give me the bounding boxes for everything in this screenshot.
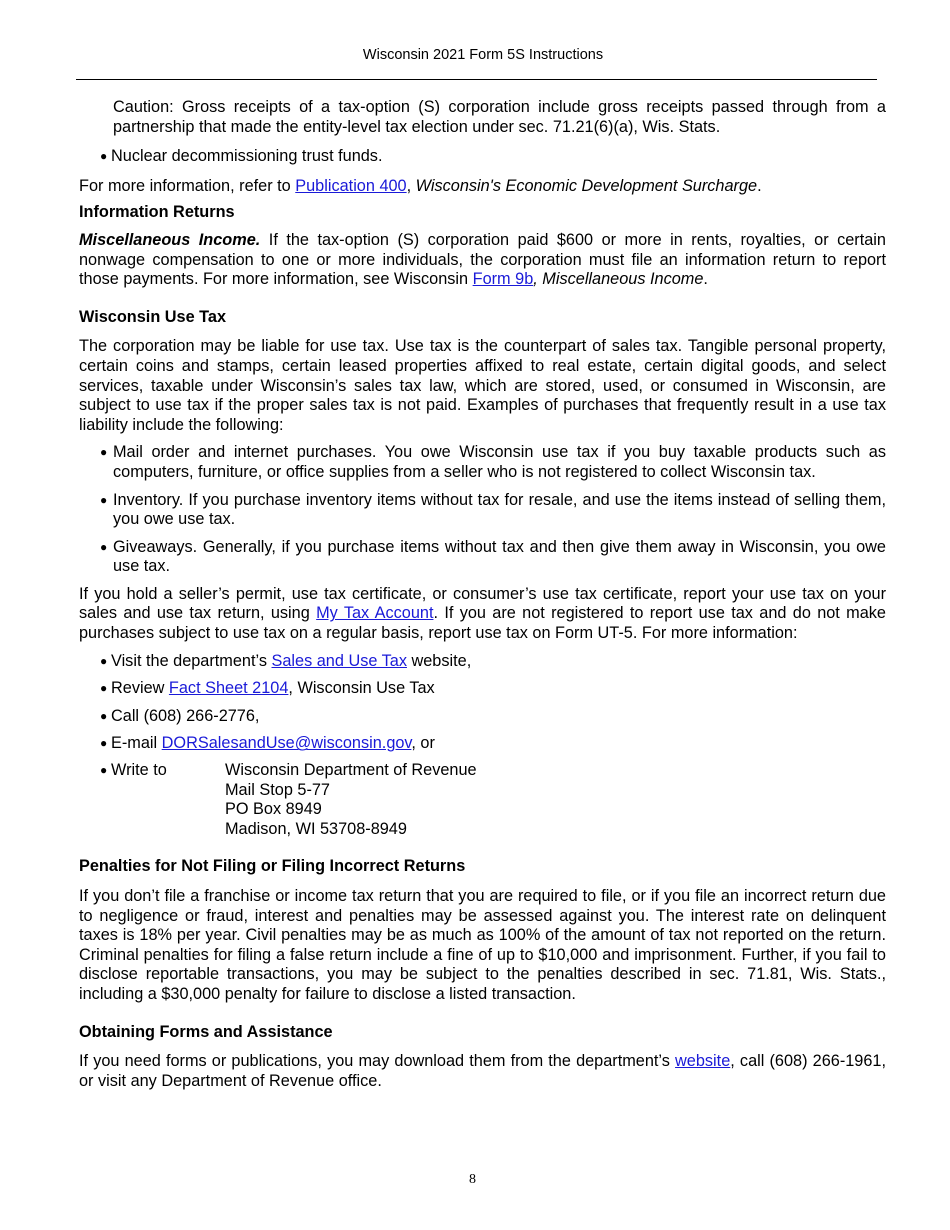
bullet-icon: ● — [100, 539, 108, 554]
use-tax-intro: The corporation may be liable for use tax. Use tax is the counterpart of sales tax. Tangible personal property, certain coins and stamps, certain leased properties affixed to real estate, certain digital goods, and select services, taxable under Wisconsin’s sales tax law, which are stored, used, or consumed in Wisconsin, are subject to use tax if the proper sales tax is not paid. Examples of purchases that frequently result in a use tax liability include the following: — [79, 337, 886, 434]
list-item: ● Visit the department’s Sales and Use Tax website, — [100, 651, 472, 670]
penalties-paragraph: If you don’t file a franchise or income tax return that you are required to file, or if you file an incorrect return due to negligence or fraud, interest and penalties may be assessed against you. The interest rate on delinquent taxes is 18% per year. Civil penalties may be as much as 100% of the amount of tax not reported on the return. Criminal penalties for filing a false return include a fine of up to $10,000 and imprisonment. Further, if you fail to disclose reportable transactions, you may be subject to the penalties described in sec. 71.81, Wis. Stats., including a $30,000 penalty for failure to disclose a listed transaction. — [79, 887, 886, 1003]
publication-400-link[interactable]: Publication 400 — [295, 176, 407, 195]
website-link[interactable]: website — [675, 1052, 731, 1071]
header-divider — [76, 79, 877, 80]
miscellaneous-income-paragraph: Miscellaneous Income. If the tax-option (S) corporation paid $600 or more in rents, royalties, or certain nonwage compensation to one or more individuals, the corporation must file an information return to report those payments. For more information, see Wisconsin Form 9b, Miscellaneous Income. — [79, 230, 886, 289]
list-item: ● E-mail DORSalesandUse@wisconsin.gov, or — [100, 734, 435, 753]
list-item: ● Call (608) 266-2776, — [100, 706, 260, 725]
fact-sheet-2104-link[interactable]: Fact Sheet 2104 — [168, 679, 289, 698]
mailing-address: Write to Wisconsin Department of Revenue Mail Stop 5-77 PO Box 8949 Madison, WI 53708-8949 — [111, 761, 477, 838]
bullet-icon: ● — [100, 708, 108, 723]
bullet-icon: ● — [100, 445, 108, 460]
bullet-icon: ● — [100, 149, 108, 164]
form-9b-link[interactable]: Form 9b — [472, 270, 534, 289]
list-item: ● Inventory. If you purchase inventory items without tax for resale, and use the items instead of selling them, you owe use tax. — [100, 490, 886, 529]
obtaining-forms-heading: Obtaining Forms and Assistance — [79, 1022, 333, 1041]
information-returns-heading: Information Returns — [79, 203, 235, 222]
address-line: PO Box 8949 — [225, 800, 322, 819]
bullet-icon: ● — [100, 492, 108, 507]
bullet-icon: ● — [100, 736, 108, 751]
address-line: Madison, WI 53708-8949 — [225, 819, 407, 838]
bullet-icon: ● — [100, 681, 108, 696]
bullet-icon: ● — [100, 653, 108, 668]
page-content — [79, 98, 886, 1091]
address-line: Mail Stop 5-77 — [225, 780, 330, 799]
my-tax-account-link[interactable]: My Tax Account — [316, 604, 434, 623]
page-number: 8 — [469, 1172, 476, 1187]
list-item: ● Mail order and internet purchases. You owe Wisconsin use tax if you buy taxable products such as computers, furniture, or office supplies from a seller who is not registered to collect Wisconsin tax. — [100, 443, 886, 481]
page-header: Wisconsin 2021 Form 5S Instructions — [362, 47, 604, 63]
caution-paragraph: Caution: Gross receipts of a tax-option (S) corporation include gross receipts passed through from a partnership that made the entity-level tax election under sec. 71.21(6)(a), Wis. Stats. — [113, 98, 886, 136]
email-link[interactable]: DORSalesandUse@wisconsin.gov — [161, 734, 412, 753]
penalties-heading: Penalties for Not Filing or Filing Incorrect Returns — [79, 857, 466, 876]
use-tax-heading: Wisconsin Use Tax — [79, 307, 227, 326]
more-info-paragraph: For more information, refer to Publication 400, Wisconsin's Economic Development Surcharge. — [79, 176, 762, 195]
bullet-icon: ● — [100, 763, 108, 778]
use-tax-examples-list — [79, 443, 886, 577]
permit-paragraph: If you hold a seller’s permit, use tax certificate, or consumer’s use tax certificate, report your use tax on your sales and use tax return, using My Tax Account. If you are not registered to report use tax and do not make purchases subject to use tax on a regular basis, report use tax on Form UT-5. For more information: — [79, 584, 886, 643]
list-item: ● Giveaways. Generally, if you purchase items without tax and then give them away in Wisconsin, you owe use tax. — [100, 537, 886, 576]
list-item — [79, 761, 886, 839]
address-line: Wisconsin Department of Revenue — [225, 761, 477, 780]
list-item: ● Review Fact Sheet 2104, Wisconsin Use Tax — [100, 679, 435, 698]
sales-and-use-tax-link[interactable]: Sales and Use Tax — [271, 651, 407, 670]
contact-list — [79, 652, 886, 840]
list-item: ● Nuclear decommissioning trust funds. — [100, 147, 383, 166]
trust-funds-list — [79, 147, 886, 167]
obtaining-forms-paragraph: If you need forms or publications, you may download them from the department’s website, call (608) 266-1961, or visit any Department of Revenue office. — [79, 1052, 886, 1090]
